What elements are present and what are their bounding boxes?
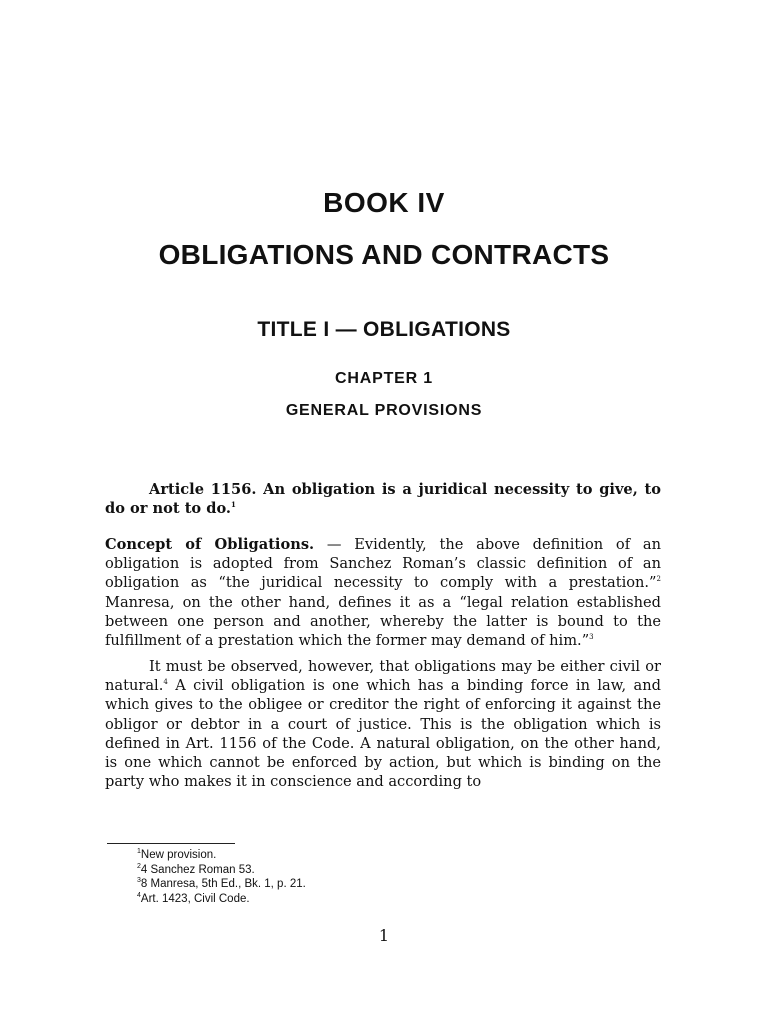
article-1156 [105,480,661,518]
footnote-ref: 3 [589,633,594,642]
footnote [137,848,306,863]
footnote [137,863,306,878]
observation-paragraph [105,657,661,791]
footnote-number: 1 [137,848,141,856]
observation-text: It must be observed, however, that obligations may be either civil or natural. [105,658,661,695]
footnote-text: 4 Sanchez Roman 53. [140,863,255,876]
footnote-ref: 1 [231,500,236,510]
main-title: OBLIGATIONS AND CONTRACTS [158,239,610,270]
concept-text: — Evidently, the above definition of an obligation is adopted from Sanchez Roman’s classic definition of an obligation as “the juridical necessity to comply with a prestation.” [105,536,661,592]
footnote [137,877,306,892]
footnote-ref: 4 [163,678,168,687]
article-text: Article 1156. An obligation is a juridical necessity to give, to do or not to do. [105,481,661,518]
title-heading: TITLE I — OBLIGATIONS [257,318,511,341]
book-heading: BOOK IV [323,187,445,218]
concept-lead: Concept of Obligations. [105,536,315,553]
footnote [137,892,306,907]
observation-text: A civil obligation is one which has a binding force in law, and which gives to the obligee or creditor the right of enforcing it against the obligor or debtor in a court of justice. This is the obligation which is defined in Art. 1156 of the Code. A natural obligation, on the other hand, is one which cannot be enforced by action, but which is binding on the party who makes it in conscience and according to [105,677,661,791]
chapter-heading: CHAPTER 1 [335,370,433,387]
footnote-text: 8 Manresa, 5th Ed., Bk. 1, p. 21. [140,878,306,891]
page-number: 1 [378,926,390,945]
footnote-number: 4 [137,892,141,900]
concept-text: Manresa, on the other hand, defines it as a “legal relation established between one person and another, whereby the latter is bound to the fulfillment of a prestation which the former may demand of him.” [105,593,661,650]
footnote-ref: 2 [656,575,661,584]
footnote-divider [107,843,235,844]
footnote-text: Art. 1423, Civil Code. [140,893,250,906]
footnote-number: 2 [137,862,141,870]
footnote-number: 3 [137,877,141,885]
footnotes-list [137,848,306,907]
chapter-name: GENERAL PROVISIONS [285,402,483,419]
footnote-text: New provision. [140,849,217,861]
concept-paragraph [105,535,661,650]
